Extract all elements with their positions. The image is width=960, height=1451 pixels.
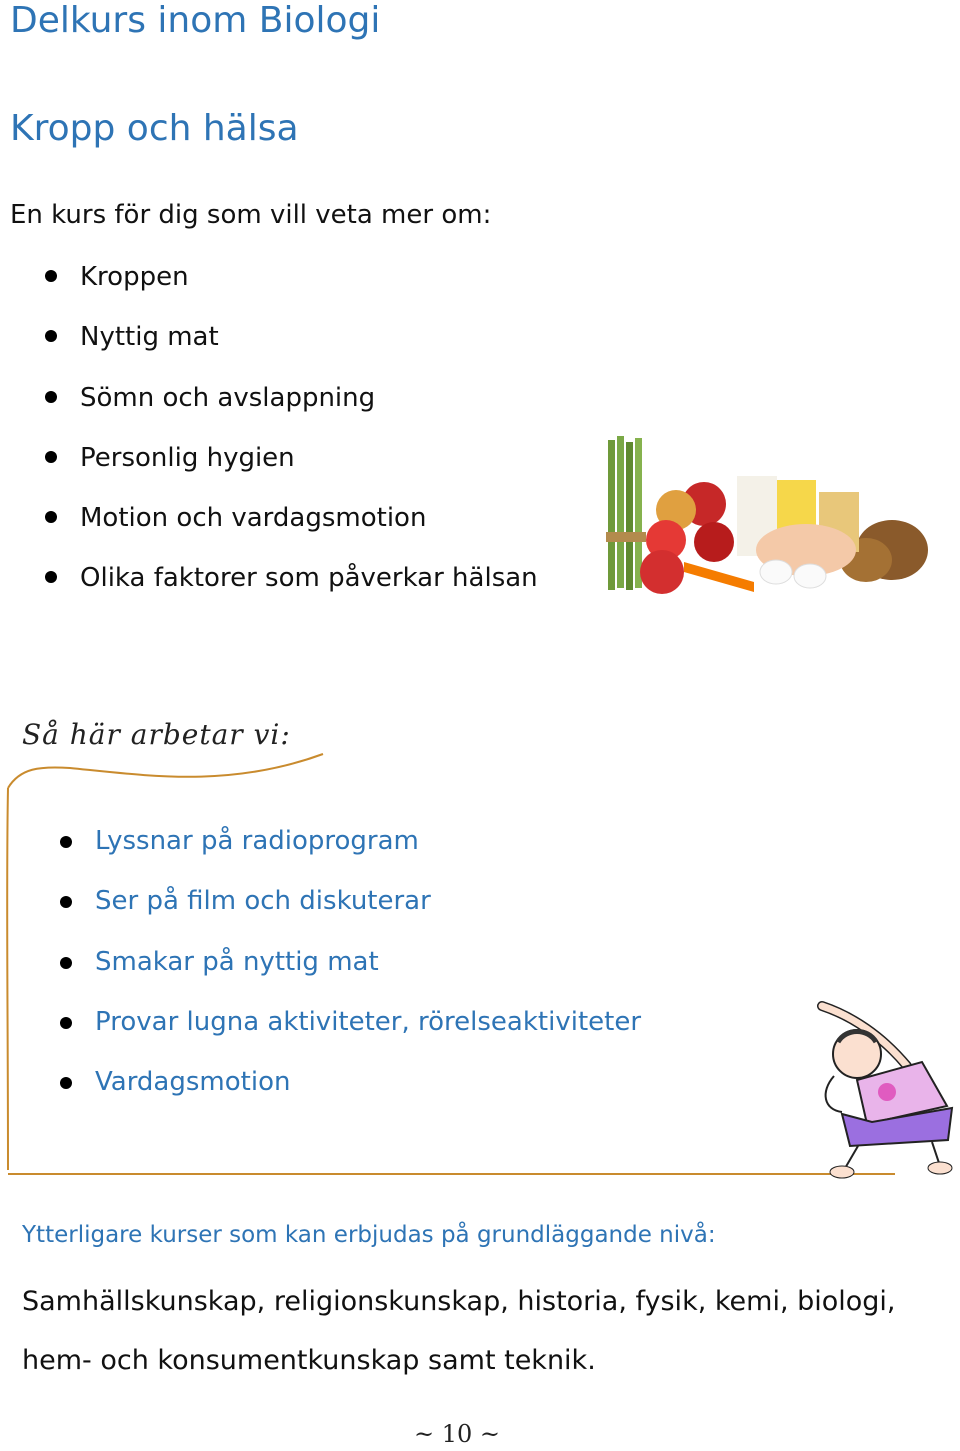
method-label: Smakar på nyttig mat [95, 946, 379, 977]
list-item [45, 443, 538, 503]
list-item [60, 1007, 641, 1067]
bullet-icon [60, 836, 72, 848]
list-item [45, 503, 538, 563]
bullet-icon [45, 330, 57, 342]
method-label: Provar lugna aktiviteter, rörelseaktiviteter [95, 1006, 642, 1037]
bullet-icon [45, 511, 57, 523]
method-label: Ser på film och diskuterar [95, 886, 431, 917]
bullet-icon [45, 571, 57, 583]
tomato-icon [640, 520, 686, 594]
bullet-icon [60, 1017, 72, 1029]
methods-title: Så här arbetar vi: [22, 718, 291, 751]
page-title: Delkurs inom Biologi [10, 0, 381, 41]
bullet-icon [60, 957, 72, 969]
list-item [45, 262, 538, 322]
topic-label: Personlig hygien [80, 442, 295, 473]
bullet-icon [60, 896, 72, 908]
list-item [60, 826, 641, 886]
topic-label: Kroppen [80, 262, 189, 292]
topic-label: Olika faktorer som påverkar hälsan [80, 563, 538, 594]
topic-label: Motion och vardagsmotion [80, 503, 427, 534]
list-item [60, 1067, 641, 1127]
list-item [45, 322, 538, 382]
topic-label: Sömn och avslappning [80, 382, 376, 413]
list-item [60, 886, 641, 946]
asparagus-icon [606, 436, 646, 590]
carrot-icon [684, 562, 754, 592]
bullet-icon [45, 451, 57, 463]
method-label: Vardagsmotion [95, 1067, 291, 1098]
intro-text: En kurs för dig som vill veta mer om: [10, 200, 492, 230]
bullet-icon [45, 270, 57, 282]
page-number: ~ 10 ~ [413, 1420, 500, 1448]
topic-label: Nyttig mat [80, 322, 219, 353]
bullet-icon [60, 1077, 72, 1089]
child-image [812, 996, 956, 1182]
course-title: Kropp och hälsa [10, 108, 299, 149]
method-label: Lyssnar på radioprogram [95, 826, 419, 856]
list-item [45, 383, 538, 443]
list-item [45, 563, 538, 623]
extra-courses-text: Samhällskunskap, religionskunskap, historia, fysik, kemi, biologi, hem- och konsumentkunskap samt teknik. [22, 1286, 896, 1376]
bullet-icon [45, 391, 57, 403]
list-item [60, 947, 641, 1007]
food-image [604, 432, 930, 602]
topics-list [45, 262, 538, 624]
methods-list [60, 826, 641, 1127]
extra-courses-title: Ytterligare kurser som kan erbjudas på grundläggande nivå: [22, 1222, 716, 1248]
